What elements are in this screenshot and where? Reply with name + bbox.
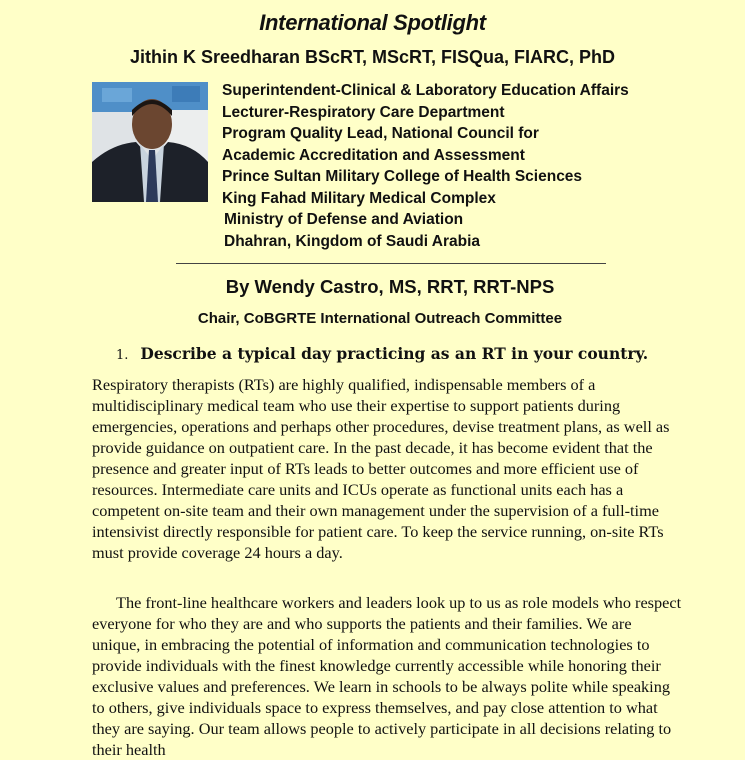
byline-author: By Wendy Castro, MS, RRT, RRT-NPS	[225, 276, 555, 297]
affiliation-line: Ministry of Defense and Aviation	[224, 211, 464, 228]
article-paragraph: Respiratory therapists (RTs) are highly qualified, indispensable members of a multidisciplinary medical team who use their expertise to support patients during emergencies, operations and perhaps other procedures, devise treatment plans, as well as provide guidance on outpatient care. In the past decade, it has become evident that the presence and greater input of RTs leads to better outcomes and more efficient use of resources. Intermediate care units and ICUs operate as functional units each has a competent on-site team and their own management under the supervision of a full-time intensivist directly responsible for patient care. To keep the service running, on-site RTs must provide coverage 24 hours a day.	[92, 375, 670, 562]
profile-photo	[92, 82, 208, 202]
affiliation-line: Dhahran, Kingdom of Saudi Arabia	[224, 232, 481, 250]
page-title: International Spotlight	[259, 10, 486, 35]
affiliation-list	[222, 80, 629, 252]
subject-name: Jithin K Sreedharan BScRT, MScRT, FISQua, FIARC, PhD	[129, 47, 616, 67]
affiliation-line: Program Quality Lead, National Council for	[222, 125, 539, 142]
affiliation-line: King Fahad Military Medical Complex	[222, 189, 496, 207]
affiliation-line: Lecturer-Respiratory Care Department	[222, 103, 505, 121]
byline-role: Chair, CoBGRTE International Outreach Committee	[197, 310, 563, 327]
affiliation-line: Prince Sultan Military College of Health Sciences	[222, 168, 583, 185]
portrait-image-icon	[92, 82, 208, 202]
article-paragraph: The front-line healthcare workers and leaders look up to us as role models who respect everyone for who they are and who supports the patients and their families. We are unique, in embracing the potential of information and communication technologies to provide individuals with the finest knowledge currently accessible while honoring their exclusive values and preferences. We learn in schools to be always polite while speaking to others, give individuals space to express themselves, and pay close attention to what they are saying. Our team allows people to actively participate in all decisions relating to their health	[92, 593, 682, 759]
question-text: Describe a typical day practicing as an RT in your country.	[140, 344, 649, 363]
affiliation-line: Superintendent-Clinical & Laboratory Education Affairs	[222, 82, 629, 99]
affiliation-line: Academic Accreditation and Assessment	[222, 146, 525, 164]
question-number: 1.	[116, 348, 129, 363]
section-divider	[176, 263, 606, 264]
question-heading	[116, 344, 648, 363]
